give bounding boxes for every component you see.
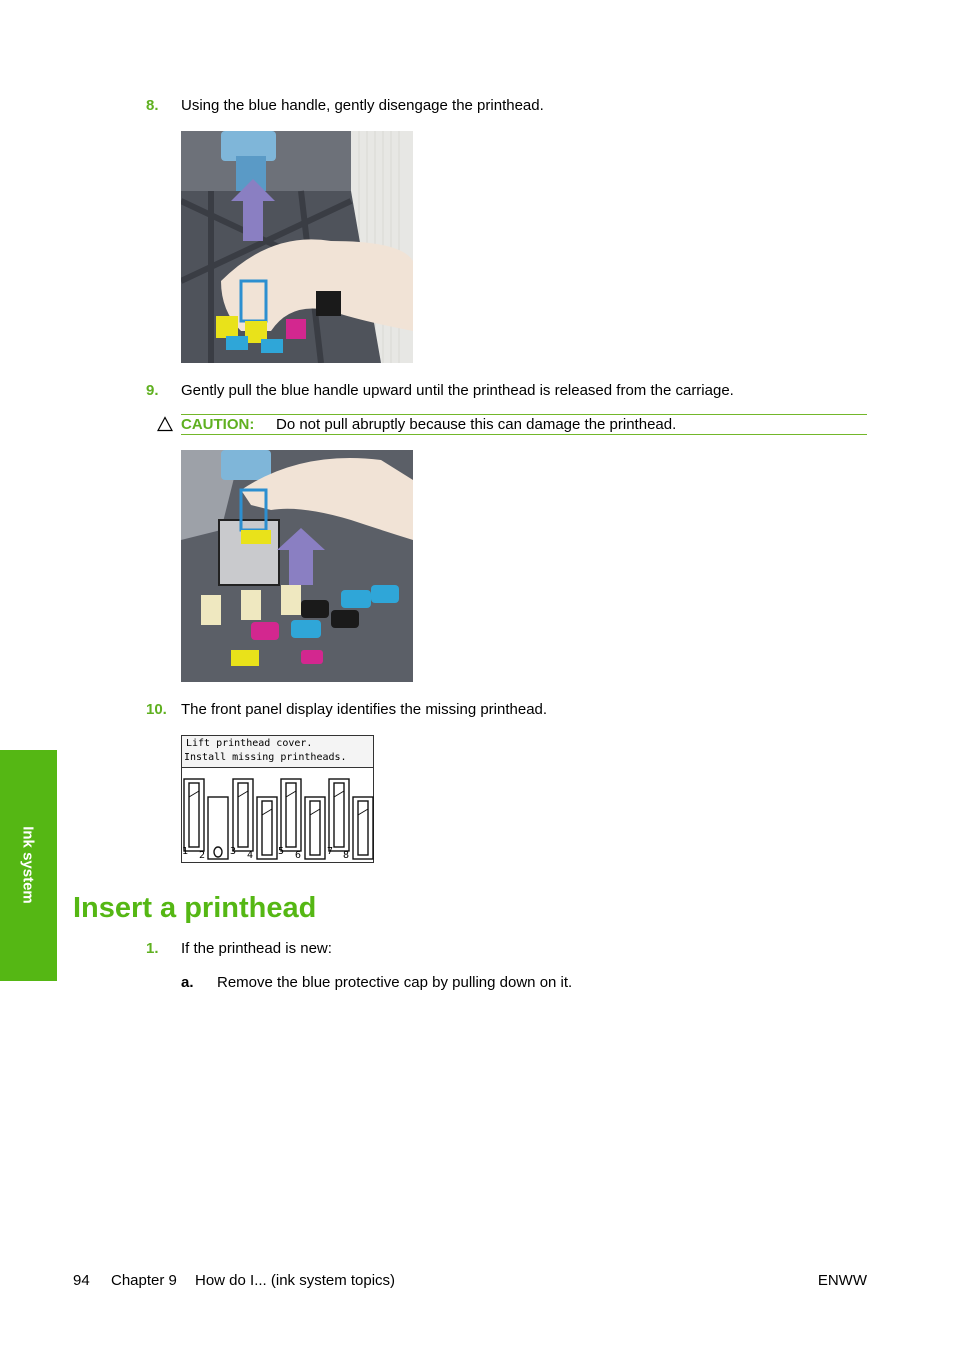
footer-page-number: 94 <box>73 1272 90 1289</box>
caution-label: CAUTION: <box>181 416 255 433</box>
chapter-side-tab-label: Ink system <box>19 826 37 904</box>
display-line-1: Lift printhead cover. <box>186 738 313 749</box>
substep-text: Remove the blue protective cap by pulling down on it. <box>217 974 573 991</box>
step-number: 1. <box>146 940 159 957</box>
display-line-2: Install missing printheads. <box>184 752 347 763</box>
step-number: 10. <box>146 701 167 718</box>
footer-chapter: Chapter 9 <box>111 1272 177 1289</box>
section-heading: Insert a printhead <box>73 892 317 924</box>
caution-top-rule <box>181 414 867 415</box>
slot-label-8: 8 <box>343 850 350 861</box>
caution-text: Do not pull abruptly because this can damage the printhead. <box>276 416 677 433</box>
printhead-release-illustration <box>181 450 413 682</box>
slot-label-1: 1 <box>182 846 189 857</box>
slot-label-5: 5 <box>278 846 285 857</box>
caution-bottom-rule <box>181 434 867 435</box>
slot-label-2: 2 <box>199 850 206 861</box>
step-number: 8. <box>146 97 159 114</box>
footer-locale-code: ENWW <box>817 1272 867 1289</box>
step-text: Using the blue handle, gently disengage the printhead. <box>181 97 544 114</box>
step-text: Gently pull the blue handle upward until the printhead is released from the carriage. <box>181 382 734 399</box>
step-text: If the printhead is new: <box>181 940 332 957</box>
front-panel-display <box>181 735 374 863</box>
substep-letter: a. <box>181 974 194 991</box>
slot-label-4: 4 <box>247 850 254 861</box>
warning-triangle-icon <box>157 416 173 432</box>
slot-label-6: 6 <box>295 850 302 861</box>
slot-label-3: 3 <box>230 846 237 857</box>
printhead-disengage-illustration <box>181 131 413 363</box>
footer-chapter-title: How do I... (ink system topics) <box>195 1272 396 1289</box>
step-text: The front panel display identifies the missing printhead. <box>181 701 548 718</box>
slot-label-7: 7 <box>327 846 334 857</box>
step-number: 9. <box>146 382 159 399</box>
